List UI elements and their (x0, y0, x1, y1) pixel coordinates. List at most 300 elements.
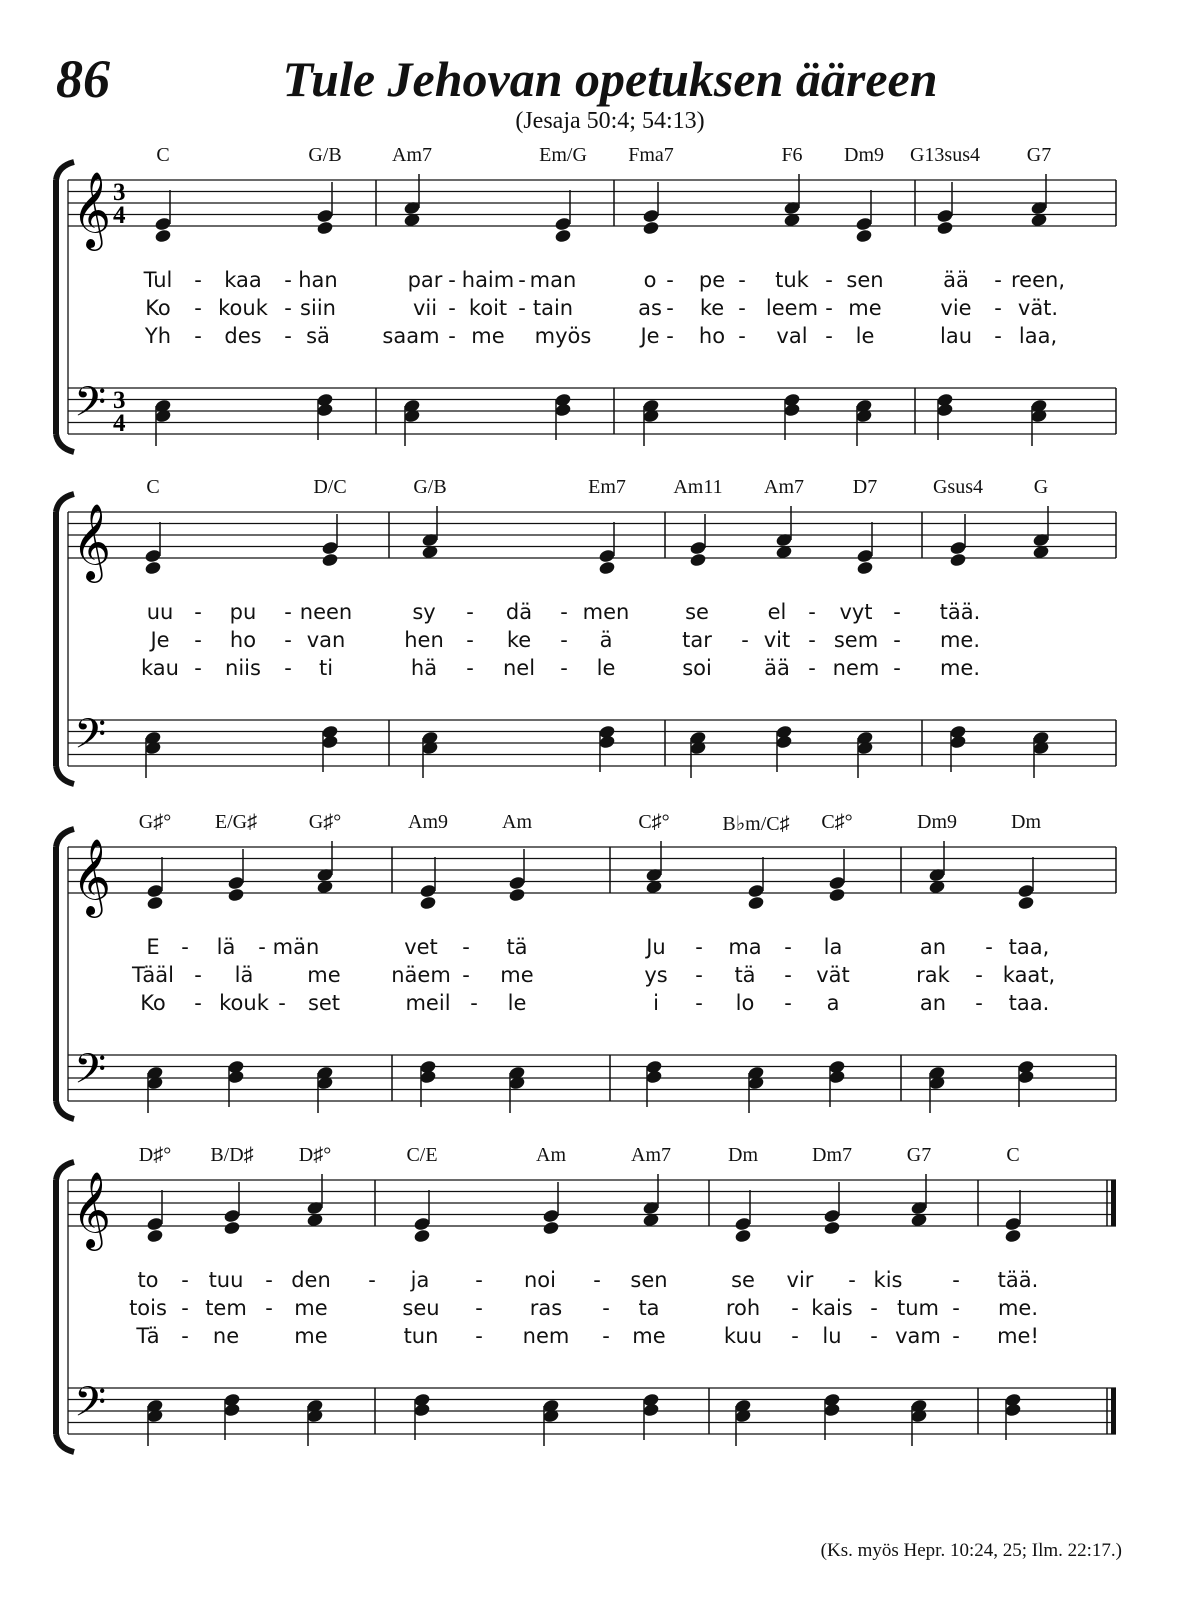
lyric-verse-3 (0, 324, 1200, 352)
lyric-syllable: me (294, 1324, 328, 1348)
final-bar-line (1111, 1388, 1116, 1434)
syllable-hyphen: - (893, 600, 901, 624)
syllable-hyphen: - (695, 991, 703, 1015)
lyric-syllable: me (307, 963, 341, 987)
lyric-syllable: man (529, 268, 577, 292)
lyric-syllable: tä (734, 963, 756, 987)
syllable-hyphen: - (284, 268, 292, 292)
lyric-syllable: ä (599, 628, 613, 652)
treble-notehead (949, 552, 967, 567)
syllable-hyphen: - (808, 656, 816, 680)
treble-clef-icon: 𝄞 (72, 1171, 112, 1248)
lyric-syllable: tem (205, 1296, 247, 1320)
lyric-syllable: van (306, 628, 346, 652)
lyric-syllable: a (826, 991, 840, 1015)
syllable-hyphen: - (194, 963, 202, 987)
lyric-syllable: me. (939, 656, 981, 680)
lyric-syllable: o (643, 268, 657, 292)
syllable-hyphen: - (278, 991, 286, 1015)
treble-notehead (508, 887, 526, 902)
lyric-syllable: vii (412, 296, 438, 320)
lyric-syllable: rak (916, 963, 950, 987)
final-bar-line (1111, 1180, 1116, 1226)
time-signature-denominator: 4 (113, 202, 126, 229)
lyric-syllable: saam (382, 324, 440, 348)
chord-symbol: G♯° (308, 811, 342, 833)
lyric-syllable: nel (502, 656, 536, 680)
lyric-syllable: näem (391, 963, 451, 987)
chord-symbol: B/D♯ (210, 1144, 254, 1166)
syllable-hyphen: - (181, 1296, 189, 1320)
lyric-syllable: vät (816, 963, 850, 987)
syllable-hyphen: - (975, 991, 983, 1015)
treble-notehead (1017, 895, 1035, 910)
lyric-syllable: Ju (646, 935, 666, 959)
lyric-syllable: sen (630, 1268, 668, 1292)
treble-clef-icon: 𝄞 (72, 171, 112, 248)
lyric-syllable: tun (403, 1324, 439, 1348)
lyric-syllable: set (307, 991, 341, 1015)
treble-notehead (223, 1220, 241, 1235)
treble-notehead (856, 560, 874, 575)
lyric-syllable: han (298, 268, 338, 292)
chord-symbol: Am7 (392, 144, 432, 166)
syllable-hyphen: - (284, 600, 292, 624)
lyric-syllable: soi (682, 656, 712, 680)
syllable-hyphen: - (741, 628, 749, 652)
lyric-syllable: to (137, 1268, 159, 1292)
lyric-syllable: reen, (1011, 268, 1065, 292)
syllable-hyphen: - (194, 991, 202, 1015)
lyric-verse-2 (0, 963, 1200, 991)
lyric-syllable: Je (640, 324, 660, 348)
lyric-syllable: le (855, 324, 875, 348)
chord-symbol: D7 (852, 476, 878, 498)
lyric-syllable: vit (763, 628, 791, 652)
lyric-syllable: tä (506, 935, 528, 959)
syllable-hyphen: - (808, 628, 816, 652)
chord-symbol: C (156, 144, 170, 166)
treble-notehead (554, 228, 572, 243)
syllable-hyphen: - (194, 628, 202, 652)
chord-symbol: C♯° (821, 811, 853, 833)
lyric-syllable: Je (150, 628, 170, 652)
treble-notehead (747, 895, 765, 910)
lyric-syllable: kouk (219, 991, 269, 1015)
treble-clef-icon: 𝄞 (72, 503, 112, 580)
chord-symbol: Am (536, 1144, 566, 1166)
lyric-syllable: sy (412, 600, 436, 624)
lyric-syllable: leem (765, 296, 819, 320)
lyric-verse-1 (0, 268, 1200, 296)
syllable-hyphen: - (466, 628, 474, 652)
lyric-syllable: me! (997, 1324, 1039, 1348)
lyric-syllable: sem (833, 628, 879, 652)
treble-notehead (855, 228, 873, 243)
syllable-hyphen: - (448, 324, 456, 348)
chord-symbol: D♯° (138, 1144, 172, 1166)
lyric-syllable: ho (229, 628, 257, 652)
syllable-hyphen: - (284, 656, 292, 680)
lyric-syllable: hen (404, 628, 444, 652)
lyric-syllable: vie (940, 296, 972, 320)
lyric-syllable: roh (725, 1296, 761, 1320)
lyric-syllable: noi (524, 1268, 556, 1292)
treble-notehead (146, 1228, 164, 1243)
syllable-hyphen: - (560, 656, 568, 680)
syllable-hyphen: - (475, 1324, 483, 1348)
treble-notehead (542, 1220, 560, 1235)
lyric-syllable: Tä (136, 1324, 160, 1348)
syllable-hyphen: - (265, 1268, 273, 1292)
lyric-syllable: lo (735, 991, 755, 1015)
syllable-hyphen: - (848, 1268, 856, 1292)
lyric-syllable: se (731, 1268, 755, 1292)
chord-symbol: Am7 (764, 476, 804, 498)
syllable-hyphen: - (560, 600, 568, 624)
lyric-verse-3 (0, 1324, 1200, 1352)
syllable-hyphen: - (194, 600, 202, 624)
chord-symbol: G/B (413, 476, 447, 498)
treble-notehead (321, 552, 339, 567)
syllable-hyphen: - (462, 935, 470, 959)
syllable-hyphen: - (994, 324, 1002, 348)
chord-symbol: Am7 (631, 1144, 671, 1166)
lyric-syllable: ho (698, 324, 726, 348)
syllable-hyphen: - (952, 1296, 960, 1320)
syllable-hyphen: - (194, 324, 202, 348)
chord-symbol: F6 (781, 144, 803, 166)
syllable-hyphen: - (593, 1268, 601, 1292)
syllable-hyphen: - (462, 963, 470, 987)
treble-notehead (598, 560, 616, 575)
treble-notehead (936, 220, 954, 235)
lyric-syllable: uu (146, 600, 174, 624)
lyric-syllable: tois (129, 1296, 167, 1320)
syllable-hyphen: - (994, 268, 1002, 292)
lyric-syllable: tuu (208, 1268, 244, 1292)
lyric-syllable: me. (997, 1296, 1039, 1320)
chord-symbol: G13sus4 (909, 144, 981, 166)
chord-symbol: Em/G (539, 144, 587, 166)
chord-symbol: C (1006, 1144, 1020, 1166)
lyric-verse-3 (0, 656, 1200, 684)
lyric-syllable: Ko (140, 991, 166, 1015)
chord-symbol: Dm7 (812, 1144, 852, 1166)
lyric-verse-2 (0, 1296, 1200, 1324)
lyric-syllable: me (294, 1296, 328, 1320)
lyric-syllable: el (767, 600, 787, 624)
lyric-syllable: vät. (1017, 296, 1059, 320)
lyric-syllable: lu (822, 1324, 842, 1348)
chord-symbol: Am11 (673, 476, 723, 498)
syllable-hyphen: - (194, 296, 202, 320)
syllable-hyphen: - (695, 963, 703, 987)
syllable-hyphen: - (994, 296, 1002, 320)
chord-symbol: D♯° (298, 1144, 332, 1166)
lyric-syllable: hä (410, 656, 438, 680)
bass-clef-icon: 𝄢 (74, 710, 107, 768)
music-system (0, 140, 1200, 460)
chord-symbol: Gsus4 (932, 476, 984, 498)
lyric-syllable: tää. (939, 600, 981, 624)
syllable-hyphen: - (985, 935, 993, 959)
lyric-syllable: lä (216, 935, 236, 959)
syllable-hyphen: - (368, 1268, 376, 1292)
syllable-hyphen: - (284, 296, 292, 320)
lyric-syllable: pe (698, 268, 726, 292)
syllable-hyphen: - (666, 296, 674, 320)
lyric-syllable: vyt (839, 600, 873, 624)
bass-clef-icon: 𝄢 (74, 1045, 107, 1103)
lyric-syllable: me (471, 324, 505, 348)
lyric-syllable: ää (943, 268, 969, 292)
lyric-syllable: nem (522, 1324, 570, 1348)
treble-notehead (642, 220, 660, 235)
lyric-syllable: siin (300, 296, 336, 320)
syllable-hyphen: - (448, 296, 456, 320)
lyric-syllable: ti (318, 656, 334, 680)
lyric-syllable: niis (225, 656, 261, 680)
syllable-hyphen: - (602, 1324, 610, 1348)
syllable-hyphen: - (194, 268, 202, 292)
lyric-syllable: tum (897, 1296, 939, 1320)
syllable-hyphen: - (952, 1268, 960, 1292)
syllable-hyphen: - (666, 268, 674, 292)
syllable-hyphen: - (738, 296, 746, 320)
syllable-hyphen: - (738, 324, 746, 348)
syllable-hyphen: - (893, 628, 901, 652)
syllable-hyphen: - (791, 1296, 799, 1320)
lyric-syllable: sä (306, 324, 330, 348)
syllable-hyphen: - (870, 1296, 878, 1320)
lyric-verse-2 (0, 628, 1200, 656)
syllable-hyphen: - (825, 324, 833, 348)
chord-symbol: Dm9 (844, 144, 884, 166)
lyric-syllable: an (919, 991, 947, 1015)
lyric-syllable: me (848, 296, 882, 320)
lyric-syllable: Tääl (132, 963, 174, 987)
chord-symbol: G/B (308, 144, 342, 166)
syllable-hyphen: - (784, 991, 792, 1015)
syllable-hyphen: - (893, 656, 901, 680)
treble-notehead (734, 1228, 752, 1243)
lyric-syllable: me. (939, 628, 981, 652)
syllable-hyphen: - (518, 268, 526, 292)
treble-notehead (154, 228, 172, 243)
syllable-hyphen: - (181, 935, 189, 959)
lyric-syllable: den (291, 1268, 331, 1292)
chord-symbol: G (1033, 476, 1049, 498)
music-system (0, 807, 1200, 1127)
lyric-syllable: kaa (224, 268, 262, 292)
chord-symbol: Dm (1011, 811, 1041, 833)
chord-symbol: D/C (313, 476, 347, 498)
syllable-hyphen: - (784, 935, 792, 959)
syllable-hyphen: - (870, 1324, 878, 1348)
lyric-syllable: tar (682, 628, 712, 652)
lyric-syllable: le (596, 656, 616, 680)
syllable-hyphen: - (466, 600, 474, 624)
treble-notehead (823, 1220, 841, 1235)
lyric-syllable: ta (638, 1296, 660, 1320)
lyric-syllable: ras (529, 1296, 563, 1320)
syllable-hyphen: - (825, 268, 833, 292)
lyric-syllable: haim (461, 268, 515, 292)
syllable-hyphen: - (284, 324, 292, 348)
treble-notehead (419, 895, 437, 910)
lyric-syllable: as (638, 296, 662, 320)
song-title: Tule Jehovan opetuksen ääreen (282, 51, 938, 107)
chord-symbol: G♯° (138, 811, 172, 833)
lyric-syllable: Yh (144, 324, 172, 348)
time-signature-denominator: 4 (113, 410, 126, 437)
lyric-syllable: me (500, 963, 534, 987)
lyric-syllable: kuu (723, 1324, 763, 1348)
syllable-hyphen: - (791, 1324, 799, 1348)
lyric-syllable: tuk (775, 268, 809, 292)
lyric-syllable: E (146, 935, 160, 959)
lyric-syllable: tain (532, 296, 574, 320)
syllable-hyphen: - (952, 1324, 960, 1348)
lyric-syllable: ne (212, 1324, 240, 1348)
chord-symbol: G7 (906, 1144, 932, 1166)
lyric-syllable: kouk (218, 296, 268, 320)
lyric-syllable: tää. (997, 1268, 1039, 1292)
treble-notehead (146, 895, 164, 910)
lyric-syllable: i (653, 991, 659, 1015)
lyric-syllable: neen (299, 600, 353, 624)
lyric-syllable: la (823, 935, 843, 959)
chord-symbol: Dm9 (917, 811, 957, 833)
treble-notehead (828, 887, 846, 902)
lyric-verse-1 (0, 1268, 1200, 1296)
bass-clef-icon: 𝄢 (74, 378, 107, 436)
lyric-syllable: taa, (1008, 935, 1050, 959)
syllable-hyphen: - (284, 628, 292, 652)
lyric-syllable: val (776, 324, 808, 348)
lyric-syllable: an (919, 935, 947, 959)
music-system (0, 1140, 1200, 1460)
syllable-hyphen: - (738, 268, 746, 292)
syllable-hyphen: - (258, 935, 266, 959)
syllable-hyphen: - (560, 628, 568, 652)
time-signature-numerator: 3 (113, 179, 126, 206)
chord-symbol: Dm (728, 1144, 758, 1166)
chord-symbol: B♭m/C♯ (722, 813, 790, 835)
lyric-syllable: Tul (143, 268, 173, 292)
syllable-hyphen: - (518, 296, 526, 320)
chord-symbol: C/E (406, 1144, 438, 1166)
chord-symbol: E/G♯ (214, 811, 258, 833)
lyric-syllable: ma (728, 935, 762, 959)
music-system (0, 472, 1200, 792)
lyric-syllable: pu (229, 600, 257, 624)
syllable-hyphen: - (470, 991, 478, 1015)
lyric-syllable: vam (895, 1324, 941, 1348)
lyric-syllable: vet (404, 935, 438, 959)
treble-notehead (227, 887, 245, 902)
lyric-syllable: nem (832, 656, 880, 680)
syllable-hyphen: - (181, 1324, 189, 1348)
lyric-syllable: kis (873, 1268, 903, 1292)
lyric-syllable: ää (764, 656, 790, 680)
lyric-syllable: me (632, 1324, 666, 1348)
syllable-hyphen: - (475, 1296, 483, 1320)
syllable-hyphen: - (265, 1296, 273, 1320)
bass-clef-icon: 𝄢 (74, 1378, 107, 1436)
chord-symbol: C♯° (638, 811, 670, 833)
lyric-syllable: kaat, (1002, 963, 1056, 987)
lyric-syllable: kau (141, 656, 179, 680)
lyric-syllable: le (507, 991, 527, 1015)
lyric-syllable: laa, (1018, 324, 1058, 348)
syllable-hyphen: - (194, 656, 202, 680)
treble-notehead (1004, 1228, 1022, 1243)
syllable-hyphen: - (466, 656, 474, 680)
syllable-hyphen: - (825, 296, 833, 320)
lyric-syllable: ys (644, 963, 668, 987)
lyric-syllable: des (224, 324, 262, 348)
syllable-hyphen: - (808, 600, 816, 624)
lyric-syllable: kais (811, 1296, 853, 1320)
lyric-verse-2 (0, 296, 1200, 324)
lyric-syllable: men (582, 600, 630, 624)
syllable-hyphen: - (181, 1268, 189, 1292)
chord-symbol: Am (502, 811, 532, 833)
lyric-syllable: ke (699, 296, 725, 320)
time-signature-numerator: 3 (113, 387, 126, 414)
treble-notehead (316, 220, 334, 235)
lyric-verse-3 (0, 991, 1200, 1019)
syllable-hyphen: - (975, 963, 983, 987)
footer-reference: (Ks. myös Hepr. 10:24, 25; Ilm. 22:17.) (820, 1540, 1122, 1561)
chord-symbol: Fma7 (628, 144, 674, 166)
lyric-syllable: taa. (1008, 991, 1050, 1015)
treble-notehead (689, 552, 707, 567)
chord-symbol: C (146, 476, 160, 498)
lyric-syllable: dä (505, 600, 533, 624)
lyric-syllable: Ko (145, 296, 171, 320)
lyric-syllable: sen (846, 268, 884, 292)
lyric-syllable: lä (234, 963, 254, 987)
song-number: 86 (56, 49, 110, 109)
scripture-reference: (Jesaja 50:4; 54:13) (515, 108, 705, 134)
lyric-syllable: ke (506, 628, 532, 652)
lyric-syllable: se (685, 600, 709, 624)
syllable-hyphen: - (475, 1268, 483, 1292)
chord-symbol: Em7 (588, 476, 626, 498)
syllable-hyphen: - (784, 963, 792, 987)
lyric-syllable: män (272, 935, 320, 959)
syllable-hyphen: - (602, 1296, 610, 1320)
treble-notehead (413, 1228, 431, 1243)
chord-symbol: G7 (1026, 144, 1052, 166)
lyric-syllable: vir (786, 1268, 814, 1292)
lyric-syllable: lau (939, 324, 973, 348)
lyric-syllable: myös (534, 324, 592, 348)
lyric-syllable: meil (405, 991, 451, 1015)
treble-clef-icon: 𝄞 (72, 838, 112, 915)
syllable-hyphen: - (695, 935, 703, 959)
lyric-syllable: koit (468, 296, 508, 320)
lyric-syllable: seu (402, 1296, 440, 1320)
syllable-hyphen: - (666, 324, 674, 348)
chord-symbol: Am9 (408, 811, 448, 833)
lyric-syllable: par (407, 268, 443, 292)
lyric-syllable: ja (410, 1268, 430, 1292)
treble-notehead (144, 560, 162, 575)
